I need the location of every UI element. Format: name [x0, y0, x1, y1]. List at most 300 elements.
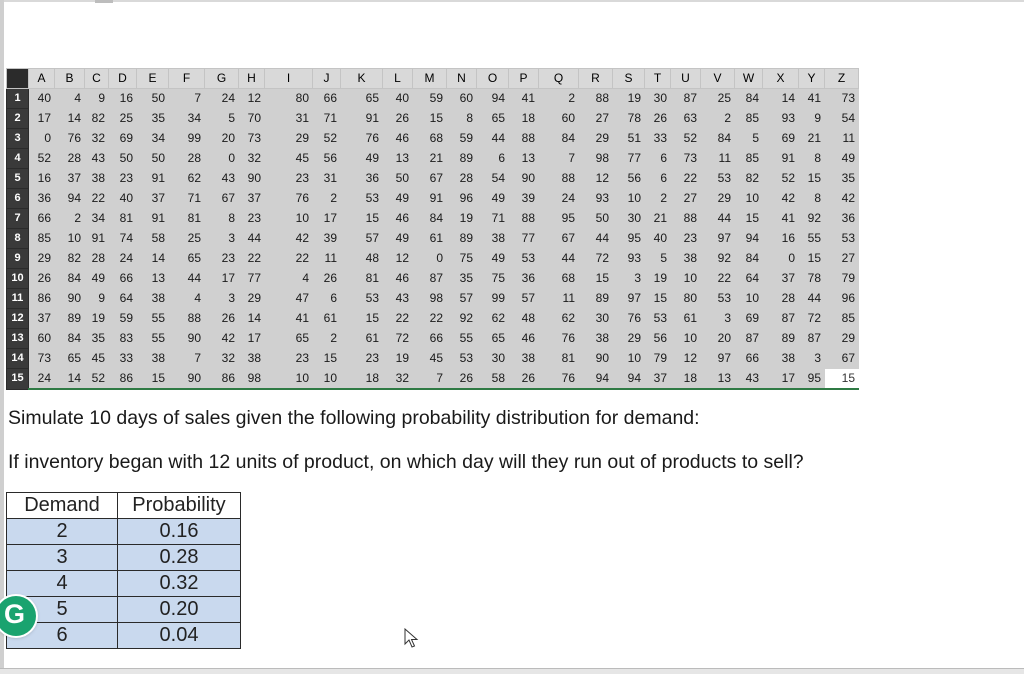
sheet-cell[interactable]: 66 — [109, 269, 137, 289]
sheet-cell[interactable]: 94 — [613, 369, 645, 390]
sheet-cell[interactable]: 48 — [509, 309, 539, 329]
column-header[interactable]: Z — [825, 69, 859, 89]
sheet-cell[interactable]: 8 — [799, 189, 825, 209]
sheet-cell[interactable]: 0 — [29, 129, 55, 149]
sheet-cell[interactable]: 39 — [509, 189, 539, 209]
sheet-cell[interactable]: 41 — [509, 89, 539, 109]
column-header[interactable]: B — [55, 69, 85, 89]
sheet-cell[interactable]: 88 — [509, 129, 539, 149]
sheet-cell[interactable]: 42 — [205, 329, 239, 349]
sheet-cell[interactable]: 85 — [735, 109, 763, 129]
sheet-cell[interactable]: 37 — [763, 269, 799, 289]
sheet-cell[interactable]: 85 — [825, 309, 859, 329]
sheet-cell[interactable]: 16 — [763, 229, 799, 249]
sheet-cell[interactable]: 74 — [109, 229, 137, 249]
sheet-cell[interactable]: 43 — [205, 169, 239, 189]
sheet-cell[interactable]: 11 — [701, 149, 735, 169]
sheet-cell[interactable]: 22 — [413, 309, 447, 329]
column-header[interactable]: W — [735, 69, 763, 89]
sheet-cell[interactable]: 52 — [671, 129, 701, 149]
sheet-cell[interactable]: 64 — [109, 289, 137, 309]
sheet-cell[interactable]: 83 — [109, 329, 137, 349]
sheet-cell[interactable]: 67 — [539, 229, 579, 249]
sheet-cell[interactable]: 69 — [735, 309, 763, 329]
sheet-cell[interactable]: 94 — [477, 89, 509, 109]
sheet-cell[interactable]: 89 — [447, 229, 477, 249]
sheet-cell[interactable]: 77 — [239, 269, 265, 289]
sheet-cell[interactable]: 76 — [55, 129, 85, 149]
sheet-cell[interactable]: 41 — [265, 309, 313, 329]
sheet-cell[interactable]: 43 — [85, 149, 109, 169]
sheet-cell[interactable]: 19 — [645, 269, 671, 289]
sheet-cell[interactable]: 88 — [539, 169, 579, 189]
sheet-cell[interactable]: 76 — [613, 309, 645, 329]
sheet-cell[interactable]: 55 — [799, 229, 825, 249]
sheet-cell[interactable]: 37 — [239, 189, 265, 209]
sheet-cell[interactable]: 87 — [735, 329, 763, 349]
sheet-cell[interactable]: 75 — [477, 269, 509, 289]
sheet-cell[interactable]: 84 — [735, 249, 763, 269]
sheet-cell[interactable]: 78 — [799, 269, 825, 289]
sheet-cell[interactable]: 52 — [313, 129, 341, 149]
sheet-cell[interactable]: 54 — [477, 169, 509, 189]
sheet-cell[interactable]: 22 — [383, 309, 413, 329]
sheet-cell[interactable]: 38 — [509, 349, 539, 369]
sheet-cell[interactable]: 69 — [763, 129, 799, 149]
sheet-cell[interactable]: 9 — [85, 89, 109, 109]
sheet-cell[interactable]: 22 — [239, 249, 265, 269]
sheet-cell[interactable]: 24 — [29, 369, 55, 390]
sheet-cell[interactable]: 5 — [205, 109, 239, 129]
sheet-cell[interactable]: 45 — [413, 349, 447, 369]
sheet-cell[interactable]: 30 — [645, 89, 671, 109]
column-header[interactable]: I — [265, 69, 313, 89]
sheet-cell[interactable]: 50 — [137, 149, 169, 169]
sheet-cell[interactable]: 41 — [763, 209, 799, 229]
row-header[interactable]: 5 — [7, 169, 29, 189]
sheet-cell[interactable]: 59 — [109, 309, 137, 329]
sheet-cell[interactable]: 38 — [239, 349, 265, 369]
column-header[interactable]: U — [671, 69, 701, 89]
sheet-cell[interactable]: 97 — [613, 289, 645, 309]
sheet-cell[interactable]: 26 — [313, 269, 341, 289]
sheet-cell[interactable]: 61 — [341, 329, 383, 349]
sheet-cell[interactable]: 45 — [265, 149, 313, 169]
sheet-cell[interactable]: 38 — [137, 289, 169, 309]
sheet-cell[interactable]: 78 — [613, 109, 645, 129]
sheet-cell[interactable]: 59 — [413, 89, 447, 109]
row-header[interactable]: 2 — [7, 109, 29, 129]
select-all-corner[interactable] — [7, 69, 29, 89]
sheet-cell[interactable]: 73 — [29, 349, 55, 369]
sheet-cell[interactable]: 32 — [205, 349, 239, 369]
sheet-cell[interactable]: 86 — [29, 289, 55, 309]
sheet-cell[interactable]: 86 — [205, 369, 239, 390]
sheet-cell[interactable]: 79 — [825, 269, 859, 289]
sheet-cell[interactable]: 18 — [509, 109, 539, 129]
sheet-cell[interactable]: 29 — [29, 249, 55, 269]
sheet-cell[interactable]: 26 — [645, 109, 671, 129]
sheet-cell[interactable]: 36 — [29, 189, 55, 209]
sheet-cell[interactable]: 23 — [239, 209, 265, 229]
sheet-cell[interactable]: 58 — [477, 369, 509, 390]
sheet-cell[interactable]: 34 — [169, 109, 205, 129]
sheet-cell[interactable]: 38 — [579, 329, 613, 349]
sheet-cell[interactable]: 56 — [313, 149, 341, 169]
sheet-cell[interactable]: 44 — [799, 289, 825, 309]
sheet-cell[interactable]: 49 — [85, 269, 109, 289]
sheet-cell[interactable]: 34 — [137, 129, 169, 149]
sheet-cell[interactable]: 8 — [447, 109, 477, 129]
sheet-cell[interactable]: 93 — [763, 109, 799, 129]
sheet-cell[interactable]: 95 — [613, 229, 645, 249]
sheet-cell[interactable]: 37 — [29, 309, 55, 329]
sheet-cell[interactable]: 10 — [613, 189, 645, 209]
sheet-cell[interactable]: 15 — [579, 269, 613, 289]
sheet-cell[interactable]: 36 — [825, 209, 859, 229]
sheet-cell[interactable]: 5 — [735, 129, 763, 149]
sheet-cell[interactable]: 13 — [137, 269, 169, 289]
sheet-cell[interactable]: 98 — [239, 369, 265, 390]
sheet-cell[interactable]: 16 — [109, 89, 137, 109]
sheet-cell[interactable]: 37 — [55, 169, 85, 189]
sheet-cell[interactable]: 60 — [29, 329, 55, 349]
column-header[interactable]: H — [239, 69, 265, 89]
sheet-cell[interactable]: 2 — [313, 329, 341, 349]
sheet-cell[interactable]: 56 — [645, 329, 671, 349]
sheet-cell[interactable]: 17 — [205, 269, 239, 289]
sheet-cell[interactable]: 14 — [763, 89, 799, 109]
sheet-cell[interactable]: 27 — [671, 189, 701, 209]
sheet-cell[interactable]: 72 — [579, 249, 613, 269]
sheet-cell[interactable]: 93 — [613, 249, 645, 269]
sheet-cell[interactable]: 87 — [763, 309, 799, 329]
sheet-cell[interactable]: 46 — [383, 129, 413, 149]
sheet-cell[interactable]: 85 — [735, 149, 763, 169]
sheet-cell[interactable]: 59 — [447, 129, 477, 149]
sheet-cell[interactable]: 17 — [763, 369, 799, 390]
sheet-cell[interactable]: 13 — [509, 149, 539, 169]
row-header[interactable]: 10 — [7, 269, 29, 289]
sheet-cell[interactable]: 50 — [579, 209, 613, 229]
row-header[interactable]: 8 — [7, 229, 29, 249]
sheet-cell[interactable]: 82 — [55, 249, 85, 269]
sheet-cell[interactable]: 89 — [55, 309, 85, 329]
sheet-cell[interactable]: 49 — [341, 149, 383, 169]
sheet-cell[interactable]: 43 — [735, 369, 763, 390]
sheet-cell[interactable]: 89 — [763, 329, 799, 349]
sheet-cell[interactable]: 31 — [265, 109, 313, 129]
sheet-cell[interactable]: 81 — [109, 209, 137, 229]
sheet-cell[interactable]: 3 — [799, 349, 825, 369]
sheet-cell[interactable]: 87 — [413, 269, 447, 289]
sheet-cell[interactable]: 46 — [509, 329, 539, 349]
sheet-cell[interactable]: 38 — [137, 349, 169, 369]
sheet-cell[interactable]: 97 — [701, 349, 735, 369]
column-header[interactable]: X — [763, 69, 799, 89]
sheet-cell[interactable]: 10 — [735, 289, 763, 309]
row-header[interactable]: 3 — [7, 129, 29, 149]
sheet-cell[interactable]: 22 — [701, 269, 735, 289]
sheet-cell[interactable]: 89 — [447, 149, 477, 169]
sheet-cell[interactable]: 21 — [413, 149, 447, 169]
sheet-cell[interactable]: 81 — [539, 349, 579, 369]
sheet-cell[interactable]: 52 — [763, 169, 799, 189]
sheet-cell[interactable]: 19 — [447, 209, 477, 229]
sheet-cell[interactable]: 49 — [825, 149, 859, 169]
sheet-cell[interactable]: 10 — [735, 189, 763, 209]
sheet-cell[interactable]: 11 — [313, 249, 341, 269]
sheet-cell[interactable]: 95 — [539, 209, 579, 229]
sheet-cell[interactable]: 25 — [109, 109, 137, 129]
sheet-cell[interactable]: 96 — [825, 289, 859, 309]
sheet-cell[interactable]: 19 — [613, 89, 645, 109]
sheet-cell[interactable]: 21 — [799, 129, 825, 149]
sheet-cell[interactable]: 92 — [799, 209, 825, 229]
sheet-cell[interactable]: 15 — [137, 369, 169, 390]
sheet-cell[interactable]: 44 — [239, 229, 265, 249]
sheet-cell[interactable]: 28 — [169, 149, 205, 169]
sheet-cell[interactable]: 28 — [55, 149, 85, 169]
sheet-cell[interactable]: 66 — [413, 329, 447, 349]
sheet-cell[interactable]: 90 — [169, 369, 205, 390]
sheet-cell[interactable]: 92 — [701, 249, 735, 269]
sheet-cell[interactable]: 80 — [671, 289, 701, 309]
sheet-cell[interactable]: 48 — [341, 249, 383, 269]
sheet-cell[interactable]: 19 — [383, 349, 413, 369]
column-header[interactable]: N — [447, 69, 477, 89]
sheet-cell[interactable]: 70 — [239, 109, 265, 129]
sheet-cell[interactable]: 90 — [169, 329, 205, 349]
sheet-cell[interactable]: 65 — [169, 249, 205, 269]
sheet-cell[interactable]: 73 — [239, 129, 265, 149]
sheet-cell[interactable]: 45 — [85, 349, 109, 369]
sheet-cell[interactable]: 28 — [447, 169, 477, 189]
sheet-cell[interactable]: 15 — [341, 209, 383, 229]
sheet-cell[interactable]: 22 — [671, 169, 701, 189]
sheet-cell[interactable]: 25 — [169, 229, 205, 249]
sheet-cell[interactable]: 19 — [85, 309, 109, 329]
sheet-cell[interactable]: 44 — [579, 229, 613, 249]
column-header[interactable]: R — [579, 69, 613, 89]
sheet-cell[interactable]: 0 — [205, 149, 239, 169]
row-header[interactable]: 7 — [7, 209, 29, 229]
sheet-cell[interactable]: 23 — [265, 349, 313, 369]
sheet-cell[interactable]: 21 — [645, 209, 671, 229]
sheet-cell[interactable]: 15 — [799, 249, 825, 269]
sheet-cell[interactable]: 65 — [265, 329, 313, 349]
sheet-cell[interactable]: 15 — [645, 289, 671, 309]
sheet-cell[interactable]: 22 — [85, 189, 109, 209]
sheet-cell[interactable]: 87 — [799, 329, 825, 349]
sheet-cell[interactable]: 77 — [613, 149, 645, 169]
sheet-cell[interactable]: 98 — [579, 149, 613, 169]
sheet-cell[interactable]: 65 — [477, 109, 509, 129]
sheet-cell[interactable]: 84 — [735, 89, 763, 109]
sheet-cell[interactable]: 14 — [239, 309, 265, 329]
sheet-cell[interactable]: 3 — [205, 289, 239, 309]
sheet-cell[interactable]: 33 — [109, 349, 137, 369]
row-header[interactable]: 15 — [7, 369, 29, 390]
sheet-cell[interactable]: 57 — [447, 289, 477, 309]
sheet-cell[interactable]: 95 — [799, 369, 825, 390]
sheet-cell[interactable]: 35 — [825, 169, 859, 189]
sheet-cell[interactable]: 2 — [313, 189, 341, 209]
sheet-cell[interactable]: 2 — [645, 189, 671, 209]
sheet-cell[interactable]: 4 — [55, 89, 85, 109]
sheet-cell[interactable]: 42 — [763, 189, 799, 209]
sheet-cell[interactable]: 38 — [763, 349, 799, 369]
sheet-cell[interactable]: 2 — [539, 89, 579, 109]
sheet-cell[interactable]: 75 — [447, 249, 477, 269]
sheet-cell[interactable]: 55 — [137, 329, 169, 349]
sheet-cell[interactable]: 6 — [313, 289, 341, 309]
sheet-cell[interactable]: 20 — [205, 129, 239, 149]
sheet-cell[interactable]: 53 — [701, 169, 735, 189]
sheet-cell[interactable]: 82 — [85, 109, 109, 129]
sheet-cell[interactable]: 15 — [341, 309, 383, 329]
sheet-cell[interactable]: 98 — [413, 289, 447, 309]
sheet-cell[interactable]: 57 — [509, 289, 539, 309]
sheet-cell[interactable]: 7 — [413, 369, 447, 390]
sheet-cell[interactable]: 10 — [671, 329, 701, 349]
sheet-cell[interactable]: 66 — [29, 209, 55, 229]
sheet-cell[interactable]: 32 — [85, 129, 109, 149]
sheet-cell[interactable]: 42 — [265, 229, 313, 249]
sheet-cell[interactable]: 36 — [509, 269, 539, 289]
sheet-cell[interactable]: 32 — [239, 149, 265, 169]
sheet-cell[interactable]: 77 — [509, 229, 539, 249]
column-header[interactable]: D — [109, 69, 137, 89]
sheet-cell[interactable]: 32 — [383, 369, 413, 390]
sheet-cell[interactable]: 3 — [701, 309, 735, 329]
sheet-cell[interactable]: 53 — [645, 309, 671, 329]
sheet-cell[interactable]: 11 — [539, 289, 579, 309]
sheet-cell[interactable]: 14 — [137, 249, 169, 269]
sheet-cell[interactable]: 52 — [29, 149, 55, 169]
sheet-cell[interactable]: 10 — [671, 269, 701, 289]
column-header[interactable]: C — [85, 69, 109, 89]
sheet-cell[interactable]: 24 — [539, 189, 579, 209]
sheet-cell[interactable]: 18 — [671, 369, 701, 390]
sheet-cell[interactable]: 29 — [825, 329, 859, 349]
sheet-cell[interactable]: 23 — [109, 169, 137, 189]
sheet-cell[interactable]: 47 — [265, 289, 313, 309]
sheet-cell[interactable]: 26 — [205, 309, 239, 329]
sheet-cell[interactable]: 50 — [109, 149, 137, 169]
sheet-cell[interactable]: 40 — [109, 189, 137, 209]
sheet-cell[interactable]: 76 — [341, 129, 383, 149]
sheet-cell[interactable]: 90 — [579, 349, 613, 369]
sheet-cell[interactable]: 96 — [447, 189, 477, 209]
sheet-cell[interactable]: 71 — [313, 109, 341, 129]
sheet-cell[interactable]: 93 — [579, 189, 613, 209]
sheet-cell[interactable]: 57 — [341, 229, 383, 249]
sheet-cell[interactable]: 4 — [169, 289, 205, 309]
sheet-cell[interactable]: 50 — [383, 169, 413, 189]
sheet-cell[interactable]: 35 — [85, 329, 109, 349]
sheet-cell[interactable]: 88 — [579, 89, 613, 109]
sheet-cell[interactable]: 53 — [341, 189, 383, 209]
sheet-cell[interactable]: 12 — [383, 249, 413, 269]
sheet-cell[interactable]: 12 — [671, 349, 701, 369]
sheet-cell[interactable]: 92 — [447, 309, 477, 329]
sheet-cell[interactable]: 15 — [799, 169, 825, 189]
sheet-cell[interactable]: 94 — [579, 369, 613, 390]
sheet-cell[interactable]: 53 — [447, 349, 477, 369]
sheet-cell[interactable]: 40 — [383, 89, 413, 109]
sheet-cell[interactable]: 41 — [799, 89, 825, 109]
sheet-cell[interactable]: 61 — [413, 229, 447, 249]
sheet-cell[interactable]: 29 — [265, 129, 313, 149]
sheet-cell[interactable]: 26 — [383, 109, 413, 129]
sheet-cell[interactable]: 10 — [265, 369, 313, 390]
column-header[interactable]: S — [613, 69, 645, 89]
sheet-cell[interactable]: 66 — [735, 349, 763, 369]
sheet-cell[interactable]: 67 — [413, 169, 447, 189]
sheet-cell[interactable]: 53 — [509, 249, 539, 269]
sheet-cell[interactable]: 60 — [447, 89, 477, 109]
sheet-cell[interactable]: 3 — [205, 229, 239, 249]
sheet-cell[interactable]: 26 — [509, 369, 539, 390]
sheet-cell[interactable]: 43 — [383, 289, 413, 309]
sheet-cell[interactable]: 91 — [137, 209, 169, 229]
sheet-cell[interactable]: 40 — [645, 229, 671, 249]
sheet-cell[interactable]: 53 — [701, 289, 735, 309]
sheet-cell[interactable]: 87 — [671, 89, 701, 109]
sheet-cell[interactable]: 62 — [539, 309, 579, 329]
sheet-cell[interactable]: 17 — [313, 209, 341, 229]
sheet-cell[interactable]: 63 — [671, 109, 701, 129]
column-header[interactable]: E — [137, 69, 169, 89]
column-header[interactable]: Q — [539, 69, 579, 89]
sheet-cell[interactable]: 24 — [205, 89, 239, 109]
sheet-cell[interactable]: 90 — [239, 169, 265, 189]
sheet-cell[interactable]: 6 — [645, 169, 671, 189]
sheet-cell[interactable]: 15 — [825, 369, 859, 390]
sheet-cell[interactable]: 0 — [763, 249, 799, 269]
sheet-cell[interactable]: 2 — [701, 109, 735, 129]
row-header[interactable]: 12 — [7, 309, 29, 329]
sheet-cell[interactable]: 13 — [701, 369, 735, 390]
sheet-cell[interactable]: 60 — [539, 109, 579, 129]
sheet-cell[interactable]: 46 — [383, 269, 413, 289]
sheet-cell[interactable]: 13 — [383, 149, 413, 169]
sheet-cell[interactable]: 22 — [265, 249, 313, 269]
column-header[interactable]: T — [645, 69, 671, 89]
sheet-cell[interactable]: 9 — [85, 289, 109, 309]
sheet-cell[interactable]: 89 — [579, 289, 613, 309]
sheet-cell[interactable]: 29 — [579, 129, 613, 149]
sheet-cell[interactable]: 62 — [169, 169, 205, 189]
sheet-cell[interactable]: 55 — [137, 309, 169, 329]
sheet-cell[interactable]: 9 — [799, 109, 825, 129]
sheet-cell[interactable]: 65 — [341, 89, 383, 109]
sheet-cell[interactable]: 79 — [645, 349, 671, 369]
sheet-cell[interactable]: 40 — [29, 89, 55, 109]
sheet-cell[interactable]: 15 — [735, 209, 763, 229]
row-header[interactable]: 13 — [7, 329, 29, 349]
sheet-cell[interactable]: 3 — [613, 269, 645, 289]
sheet-cell[interactable]: 99 — [169, 129, 205, 149]
sheet-cell[interactable]: 25 — [701, 89, 735, 109]
sheet-cell[interactable]: 91 — [137, 169, 169, 189]
sheet-cell[interactable]: 10 — [265, 209, 313, 229]
sheet-cell[interactable]: 49 — [477, 189, 509, 209]
sheet-cell[interactable]: 90 — [55, 289, 85, 309]
sheet-cell[interactable]: 90 — [509, 169, 539, 189]
sheet-cell[interactable]: 67 — [205, 189, 239, 209]
